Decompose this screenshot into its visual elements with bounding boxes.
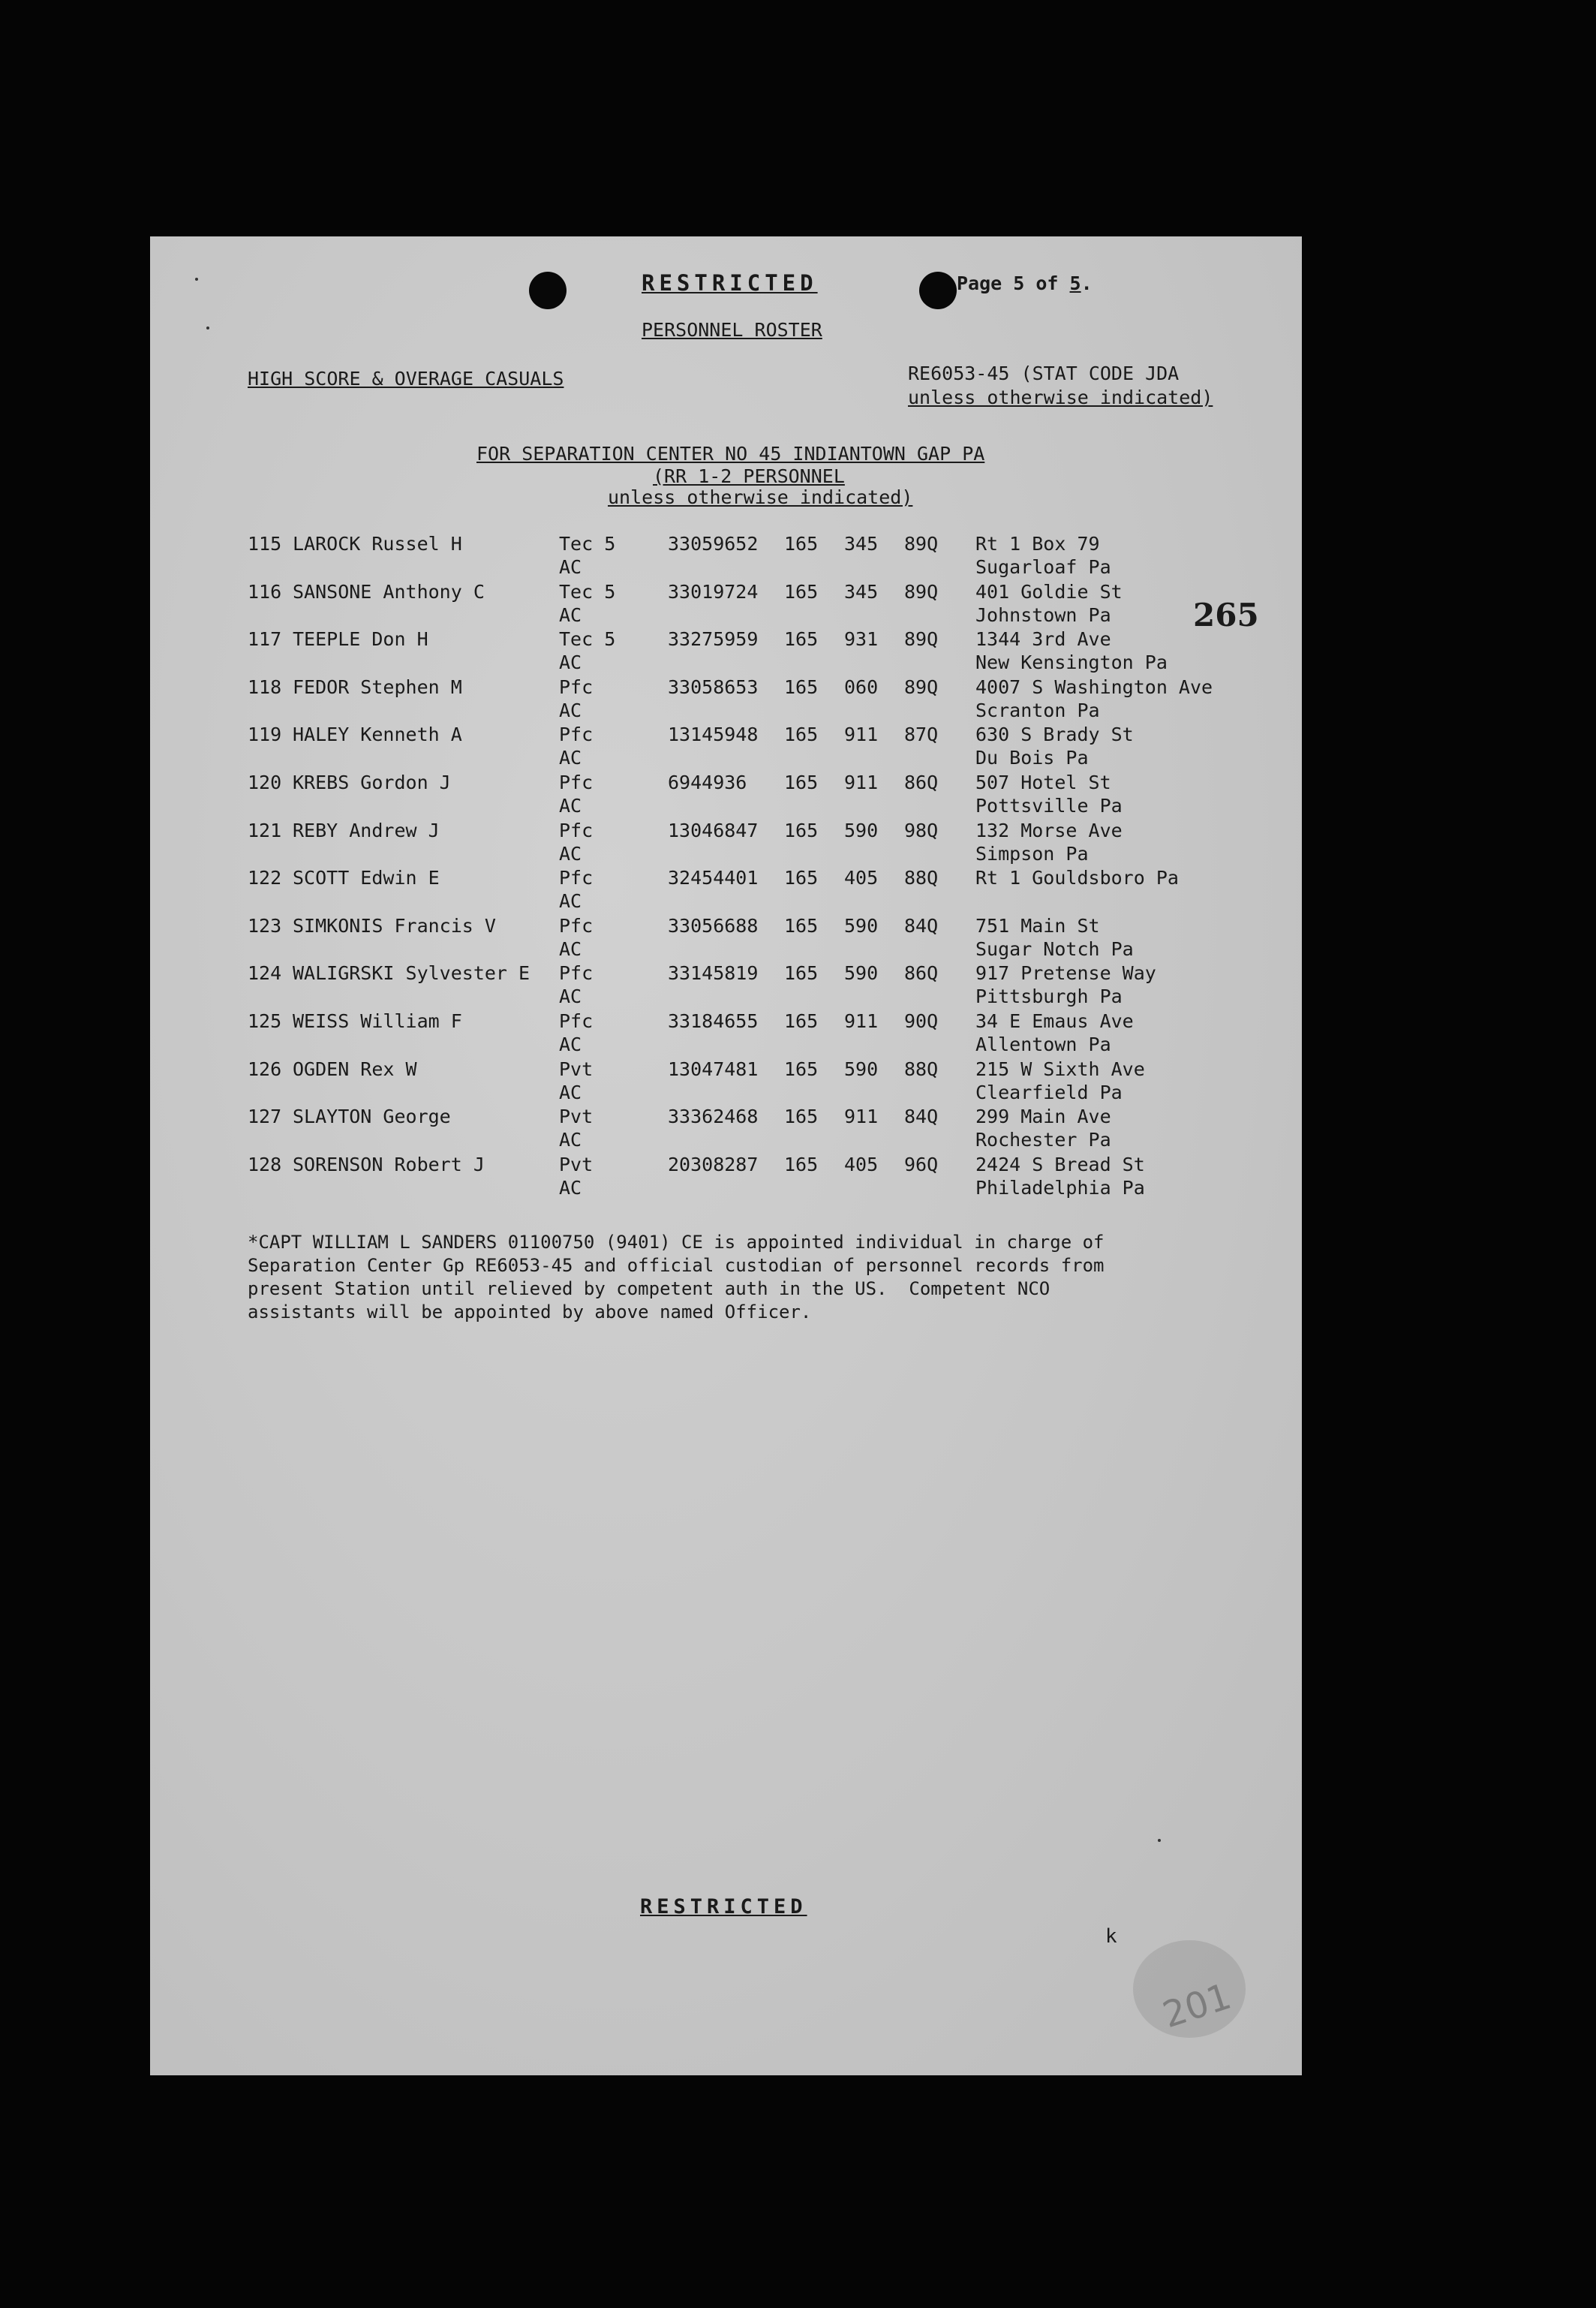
row-number: 128 [248,1153,282,1175]
row-col-b: 911 [844,772,879,793]
row-col-c: 84Q [904,1106,939,1128]
row-number: 120 [248,772,282,793]
row-address-line1: 1344 3rd Ave [975,628,1111,651]
row-grade: Pfc [559,819,594,841]
row-number: 117 [248,628,282,651]
footnote-line4: assistants will be appointed by above named Officer. [248,1301,812,1323]
footnote-line1: *CAPT WILLIAM L SANDERS 01100750 (9401) CE is appointed individual in charge of [248,1232,1105,1253]
row-address-line2: Pittsburgh Pa [975,985,1123,1008]
row-col-a: 165 [784,1058,819,1080]
row-name: REBY Andrew J [293,819,440,841]
row-grade: Pvt [559,1153,594,1175]
row-serial: 33019724 [668,580,759,603]
row-serial: 33056688 [668,914,759,937]
footnote-line3: present Station until relieved by competent auth in the US. Competent NCO [248,1278,1050,1299]
speck [195,278,198,281]
row-col-c: 88Q [904,1058,939,1080]
row-grade: Pfc [559,676,594,698]
row-number: 127 [248,1106,282,1128]
row-component: AC [559,747,582,769]
row-grade: Pfc [559,867,594,889]
row-col-b: 590 [844,962,879,985]
row-serial: 13145948 [668,724,759,746]
page-total: 5 [1069,272,1081,294]
row-col-a: 165 [784,867,819,889]
row-col-b: 405 [844,867,879,889]
row-grade: Tec 5 [559,533,616,555]
row-name: TEEPLE Don H [293,628,428,651]
row-col-b: 060 [844,676,879,698]
stamped-number: 265 [1193,597,1259,633]
row-address-line1: 2424 S Bread St [975,1153,1145,1175]
row-component: AC [559,603,582,626]
row-col-b: 931 [844,628,879,651]
row-col-c: 84Q [904,914,939,937]
row-grade: Pfc [559,724,594,746]
row-address-line1: 34 E Emaus Ave [975,1010,1134,1032]
restricted-bottom: RESTRICTED [640,1895,807,1918]
row-address-line1: 215 W Sixth Ave [975,1058,1145,1080]
row-name: SORENSON Robert J [293,1153,485,1175]
row-col-a: 165 [784,580,819,603]
row-col-a: 165 [784,772,819,793]
row-name: LAROCK Russel H [293,533,462,555]
row-address-line1: 507 Hotel St [975,772,1111,793]
row-col-b: 590 [844,914,879,937]
row-component: AC [559,795,582,817]
row-col-c: 89Q [904,580,939,603]
row-address-line2: Philadelphia Pa [975,1176,1145,1199]
row-grade: Tec 5 [559,628,616,651]
row-component: AC [559,1034,582,1055]
row-name: SANSONE Anthony C [293,580,485,603]
row-col-b: 405 [844,1153,879,1175]
row-serial: 33145819 [668,962,759,985]
row-number: 121 [248,819,282,841]
row-serial: 32454401 [668,867,759,889]
row-address-line2: Johnstown Pa [975,603,1111,626]
row-grade: Pfc [559,914,594,937]
row-address-line1: 299 Main Ave [975,1106,1111,1128]
row-col-c: 89Q [904,628,939,651]
row-grade: Pvt [559,1058,594,1080]
row-name: OGDEN Rex W [293,1058,417,1080]
row-col-b: 590 [844,1058,879,1080]
row-address-line1: 917 Pretense Way [975,962,1156,985]
row-name: SIMKONIS Francis V [293,914,496,937]
row-component: AC [559,699,582,721]
row-component: AC [559,651,582,674]
row-name: FEDOR Stephen M [293,676,462,698]
restricted-top: RESTRICTED [642,270,818,296]
row-address-line2: Sugar Notch Pa [975,937,1134,960]
row-address-line2: Pottsville Pa [975,795,1123,817]
speck [206,326,209,329]
row-col-a: 165 [784,724,819,746]
row-col-a: 165 [784,1106,819,1128]
row-grade: Pfc [559,1010,594,1032]
row-name: HALEY Kenneth A [293,724,462,746]
row-col-b: 911 [844,1010,879,1032]
rr-personnel-line: (RR 1-2 PERSONNEL [653,465,845,487]
row-serial: 33058653 [668,676,759,698]
row-number: 116 [248,580,282,603]
row-col-c: 96Q [904,1153,939,1175]
row-col-c: 88Q [904,867,939,889]
row-col-c: 90Q [904,1010,939,1032]
row-component: AC [559,556,582,578]
stat-code-line1: RE6053-45 (STAT CODE JDA [908,363,1180,384]
row-address-line1: Rt 1 Box 79 [975,533,1100,555]
row-col-a: 165 [784,628,819,651]
row-address-line1: 630 S Brady St [975,724,1134,746]
row-component: AC [559,1129,582,1151]
document-page [150,236,1302,2075]
row-col-a: 165 [784,1010,819,1032]
row-component: AC [559,937,582,960]
row-serial: 33184655 [668,1010,759,1032]
row-col-a: 165 [784,962,819,985]
row-address-line1: Rt 1 Gouldsboro Pa [975,867,1179,889]
row-name: SLAYTON George [293,1106,451,1128]
row-grade: Pfc [559,962,594,985]
row-address-line1: 401 Goldie St [975,580,1123,603]
row-serial: 13046847 [668,819,759,841]
row-grade: Pvt [559,1106,594,1128]
row-component: AC [559,842,582,865]
page-label: Page 5 of 5. [957,272,1093,294]
row-address-line2: Allentown Pa [975,1034,1111,1055]
row-component: AC [559,890,582,913]
row-name: KREBS Gordon J [293,772,451,793]
row-col-c: 89Q [904,533,939,555]
separation-center-line: FOR SEPARATION CENTER NO 45 INDIANTOWN GAP PA [476,443,985,465]
row-number: 122 [248,867,282,889]
row-number: 119 [248,724,282,746]
footnote-line2: Separation Center Gp RE6053-45 and official custodian of personnel records from [248,1255,1105,1276]
row-number: 123 [248,914,282,937]
row-address-line2: Rochester Pa [975,1129,1111,1151]
row-serial: 33362468 [668,1106,759,1128]
row-serial: 33059652 [668,533,759,555]
row-serial: 6944936 [668,772,747,793]
row-name: WALIGRSKI Sylvester E [293,962,530,985]
row-address-line2: Simpson Pa [975,842,1089,865]
row-component: AC [559,985,582,1008]
row-address-line2: Clearfield Pa [975,1081,1123,1103]
punch-hole [919,272,957,309]
row-serial: 13047481 [668,1058,759,1080]
mark-k: k [1105,1925,1117,1948]
row-col-c: 89Q [904,676,939,698]
page-label-text: Page 5 of [957,272,1059,294]
row-col-a: 165 [784,676,819,698]
row-col-a: 165 [784,914,819,937]
row-col-c: 86Q [904,962,939,985]
row-col-b: 911 [844,1106,879,1128]
row-col-a: 165 [784,819,819,841]
row-address-line1: 751 Main St [975,914,1100,937]
row-address-line2: Scranton Pa [975,699,1100,721]
unless-otherwise-line: unless otherwise indicated) [608,486,913,508]
row-name: WEISS William F [293,1010,462,1032]
speck [1158,1839,1161,1842]
row-component: AC [559,1081,582,1103]
row-col-b: 911 [844,724,879,746]
row-address-line1: 132 Morse Ave [975,819,1123,841]
row-col-c: 98Q [904,819,939,841]
pencil-annotation: 201 [1158,1975,1237,2037]
row-address-line1: 4007 S Washington Ave [975,676,1213,698]
row-component: AC [559,1176,582,1199]
row-col-a: 165 [784,533,819,555]
personnel-roster-title: PERSONNEL ROSTER [642,319,822,341]
row-name: SCOTT Edwin E [293,867,440,889]
row-col-b: 590 [844,819,879,841]
row-address-line2: New Kensington Pa [975,651,1168,674]
row-address-line2: Sugarloaf Pa [975,556,1111,578]
row-number: 118 [248,676,282,698]
unit-title: HIGH SCORE & OVERAGE CASUALS [248,368,564,390]
row-number: 126 [248,1058,282,1080]
row-address-line2: Du Bois Pa [975,747,1089,769]
row-col-a: 165 [784,1153,819,1175]
row-number: 115 [248,533,282,555]
row-col-b: 345 [844,580,879,603]
row-serial: 33275959 [668,628,759,651]
row-serial: 20308287 [668,1153,759,1175]
row-col-c: 87Q [904,724,939,746]
row-number: 124 [248,962,282,985]
row-grade: Pfc [559,772,594,793]
row-col-b: 345 [844,533,879,555]
stat-code-line2: unless otherwise indicated) [908,387,1213,408]
row-grade: Tec 5 [559,580,616,603]
row-number: 125 [248,1010,282,1032]
row-col-c: 86Q [904,772,939,793]
punch-hole [529,272,567,309]
